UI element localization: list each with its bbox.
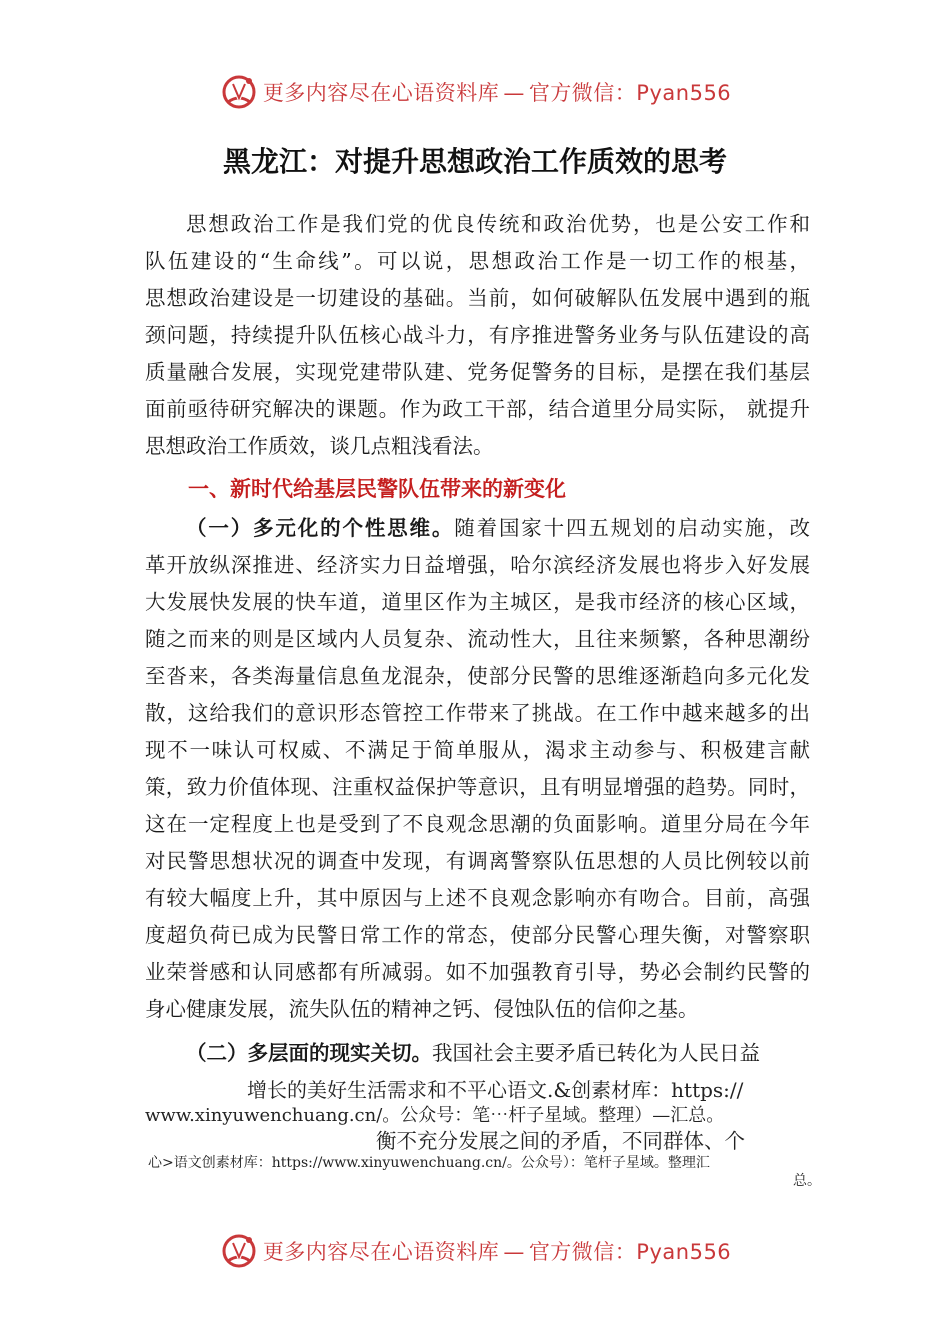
header-banner bbox=[0, 69, 950, 115]
body-line: 革开放纵深推进、经济实力日益增强，哈尔滨经济发展也将步入好发展 bbox=[145, 553, 810, 577]
subsection-title: （二）多层面的现实关切。 bbox=[186, 1041, 432, 1065]
intro-line: 思想政治工作质效，谈几点粗浅看法。 bbox=[145, 434, 494, 458]
book-logo-icon bbox=[219, 1231, 259, 1271]
banner-text: 更多内容尽在心语资料库 — 官方微信：Pyan556 bbox=[262, 81, 732, 105]
intro-line: 队伍建设的“生命线”。可以说，思想政治工作是一切工作的根基， bbox=[145, 249, 810, 273]
body-line: 身心健康发展，流失队伍的精神之钙、侵蚀队伍的信仰之基。 bbox=[145, 997, 699, 1021]
subsection-title: （一）多元化的个性思维。 bbox=[186, 516, 455, 540]
watermark-note: 总。 bbox=[793, 1173, 821, 1189]
body-line: 随之而来的则是区域内人员复杂、流动性大，且往来频繁，各种思潮纷 bbox=[145, 627, 810, 651]
watermark-note: 心>语文创素材库：https://www.xinyuwenchuang.cn/。公众号）：笔杆子星域。整理汇 bbox=[148, 1155, 710, 1171]
body-line: 大发展快发展的快车道，道里区作为主城区，是我市经济的核心区域， bbox=[145, 590, 810, 614]
intro-line: 思想政治工作是我们党的优良传统和政治优势，也是公安工作和 bbox=[186, 212, 810, 236]
section-heading: 一、新时代给基层民警队伍带来的新变化 bbox=[188, 477, 566, 501]
body-line: 散，这给我们的意识形态管控工作带来了挑战。在工作中越来越多的出 bbox=[145, 701, 810, 725]
body-line: 至沓来，各类海量信息鱼龙混杂，使部分民警的思维逐渐趋向多元化发 bbox=[145, 664, 810, 688]
body-line: 这在一定程度上也是受到了不良观念思潮的负面影响。道里分局在今年 bbox=[145, 812, 810, 836]
subsection-2-first-line: （二）多层面的现实关切。我国社会主要矛盾已转化为人民日益 bbox=[186, 1041, 760, 1065]
body-line: 业荣誉感和认同感都有所减弱。如不加强教育引导，势必会制约民警的 bbox=[145, 960, 810, 984]
body-line: 策，致力价值体现、注重权益保护等意识，且有明显增强的趋势。同时， bbox=[145, 775, 810, 799]
body-line: 衡不充分发展之间的矛盾，不同群体、个 bbox=[376, 1129, 745, 1153]
footer-banner bbox=[0, 1228, 950, 1274]
body-line: 对民警思想状况的调查中发现，有调离警察队伍思想的人员比例较以前 bbox=[145, 849, 810, 873]
intro-line: 面前亟待研究解决的课题。作为政工干部，结合道里分局实际， 就提升 bbox=[145, 397, 810, 421]
body-line: 度超负荷已成为民警日常工作的常态，使部分民警心理失衡，对警察职 bbox=[145, 923, 810, 947]
wechat-id: 官方微信：Pyan556 bbox=[528, 81, 732, 105]
intro-line: 质量融合发展，实现党建带队建、党务促警务的目标，是摆在我们基层 bbox=[145, 360, 810, 384]
intro-line: 颈问题，持续提升队伍核心战斗力，有序推进警务业务与队伍建设的高 bbox=[145, 323, 810, 347]
body-line: 有较大幅度上升，其中原因与上述不良观念影响亦有吻合。目前，高强 bbox=[145, 886, 810, 910]
page-title: 黑龙江：对提升思想政治工作质效的思考 bbox=[222, 145, 727, 178]
intro-line: 思想政治建设是一切建设的基础。当前，如何破解队伍发展中遇到的瓶 bbox=[145, 286, 810, 310]
watermark-note: 增长的美好生活需求和不平心语文.&创素材库：https:// bbox=[247, 1078, 744, 1102]
wechat-id: 官方微信：Pyan556 bbox=[528, 1240, 732, 1264]
watermark-note: www.xinyuwenchuang.cn/。公众号：笔⋯杆子星域。整理）—汇总。 bbox=[145, 1105, 725, 1126]
subsection-first-line: （一）多元化的个性思维。随着国家十四五规划的启动实施，改 bbox=[186, 516, 811, 540]
book-logo-icon bbox=[219, 72, 259, 112]
body-line: 现不一味认可权威、不满足于简单服从，渴求主动参与、积极建言献 bbox=[145, 738, 810, 762]
banner-text: 更多内容尽在心语资料库 — 官方微信：Pyan556 bbox=[262, 1240, 732, 1264]
